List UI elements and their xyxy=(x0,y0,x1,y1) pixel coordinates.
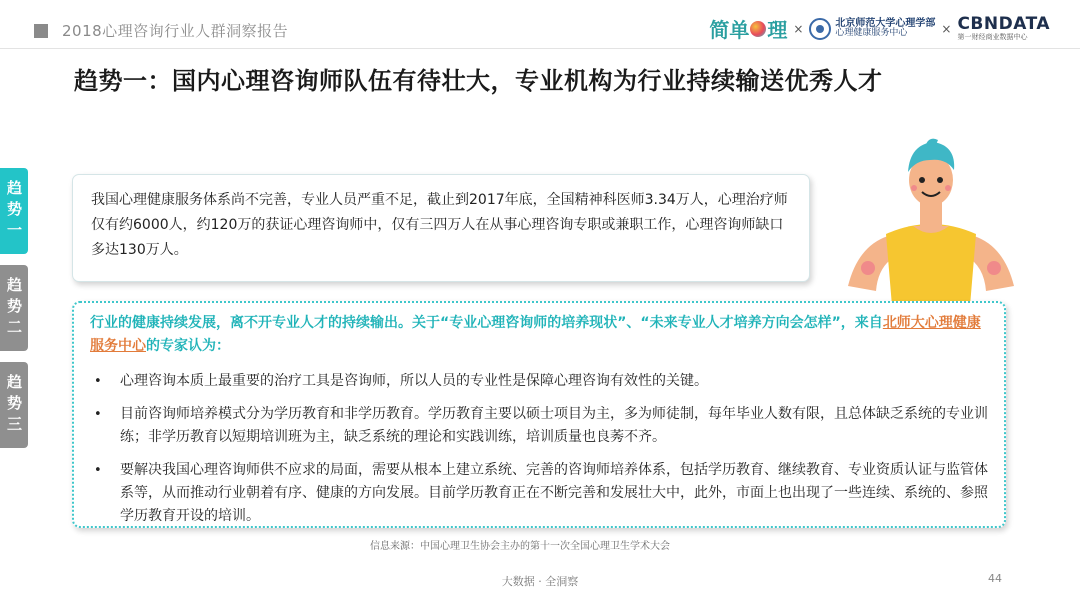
tab-trend-2[interactable] xyxy=(0,265,28,351)
list-item xyxy=(90,403,990,449)
page-heading: 趋势一：国内心理咨询师队伍有待壮大，专业机构为行业持续输送优秀人才 xyxy=(74,67,883,95)
bullet-icon: • xyxy=(94,463,102,478)
university-seal-icon xyxy=(809,18,831,40)
institution-link[interactable]: 北师大心理健康服务中心 xyxy=(90,315,981,354)
bnu-logo-line2: 心理健康服务中心 xyxy=(835,28,908,39)
page-number: 44 xyxy=(988,572,1002,585)
header-square-icon xyxy=(34,24,48,38)
partner-logos xyxy=(709,14,1050,43)
logo-text-part2: 理 xyxy=(767,18,788,42)
person-illustration xyxy=(838,136,1024,306)
expert-bullet-list xyxy=(90,370,990,528)
report-title: 2018心理咨询行业人群洞察报告 xyxy=(62,22,289,40)
cbndata-logo-sub: 第一财经商业数据中心 xyxy=(957,33,1028,41)
times-separator: × xyxy=(941,21,952,36)
header-divider xyxy=(0,48,1080,49)
bullet-icon: • xyxy=(94,407,102,422)
bnu-logo-line1: 北京师范大学心理学部 xyxy=(835,18,936,30)
statistics-box xyxy=(72,174,810,282)
bullet-icon: • xyxy=(94,374,102,389)
statistics-text: 我国心理健康服务体系尚不完善，专业人员严重不足，截止到2017年底，全国精神科医师3.34万人，心理治疗师仅有约6000人，约120万的获证心理咨询师中，仅有三四万人在从事心理咨询专职或兼职工作，心理咨询师缺口多达130万人。 xyxy=(91,192,788,258)
heart-icon xyxy=(750,21,766,37)
footer-slogan: 大数据 · 全洞察 xyxy=(501,575,579,588)
tab-trend-1[interactable] xyxy=(0,168,28,254)
cbndata-logo xyxy=(957,15,1050,41)
tab-label: 趋势二 xyxy=(5,276,23,340)
tab-label: 趋势一 xyxy=(5,179,23,243)
jiandan-xinli-logo xyxy=(709,14,787,43)
cbndata-logo-main: CBNDATA xyxy=(957,14,1050,35)
bullet-text: 要解决我国心理咨询师供不应求的局面，需要从根本上建立系统、完善的咨询师培养体系，包括学历教育、继续教育、专业资质认证与监管体系等，从而推动行业朝着有序、健康的方向发展。目前学历教育正在不断完善和发展壮大中，此外，市面上也出现了一些连续、系统的、参照学历教育开设的培训。 xyxy=(120,462,988,524)
source-note: 信息来源：中国心理卫生协会主办的第十一次全国心理卫生学术大会 xyxy=(370,541,670,552)
logo-text-part1: 简单 xyxy=(709,18,750,42)
bnu-logo xyxy=(809,18,935,40)
bullet-text: 目前咨询师培养模式分为学历教育和非学历教育。学历教育主要以硕士项目为主，多为师徒制，每年毕业人数有限，且总体缺乏系统的专业训练；非学历教育以短期培训班为主，缺乏系统的理论和实践训练，培训质量也良莠不齐。 xyxy=(120,406,988,445)
expert-intro xyxy=(90,312,990,358)
tab-label: 趋势三 xyxy=(5,373,23,437)
intro-text-post: 的专家认为： xyxy=(146,338,230,354)
list-item xyxy=(90,370,990,393)
intro-text-pre: 行业的健康持续发展，离不开专业人才的持续输出。关于“专业心理咨询师的培养现状”、“未来专业人才培养方向会怎样”，来自 xyxy=(90,315,883,331)
tab-trend-3[interactable] xyxy=(0,362,28,448)
bullet-text: 心理咨询本质上最重要的治疗工具是咨询师，所以人员的专业性是保障心理咨询有效性的关键。 xyxy=(120,373,708,389)
list-item xyxy=(90,459,990,528)
times-separator: × xyxy=(793,21,804,36)
expert-opinion-box xyxy=(72,301,1006,528)
